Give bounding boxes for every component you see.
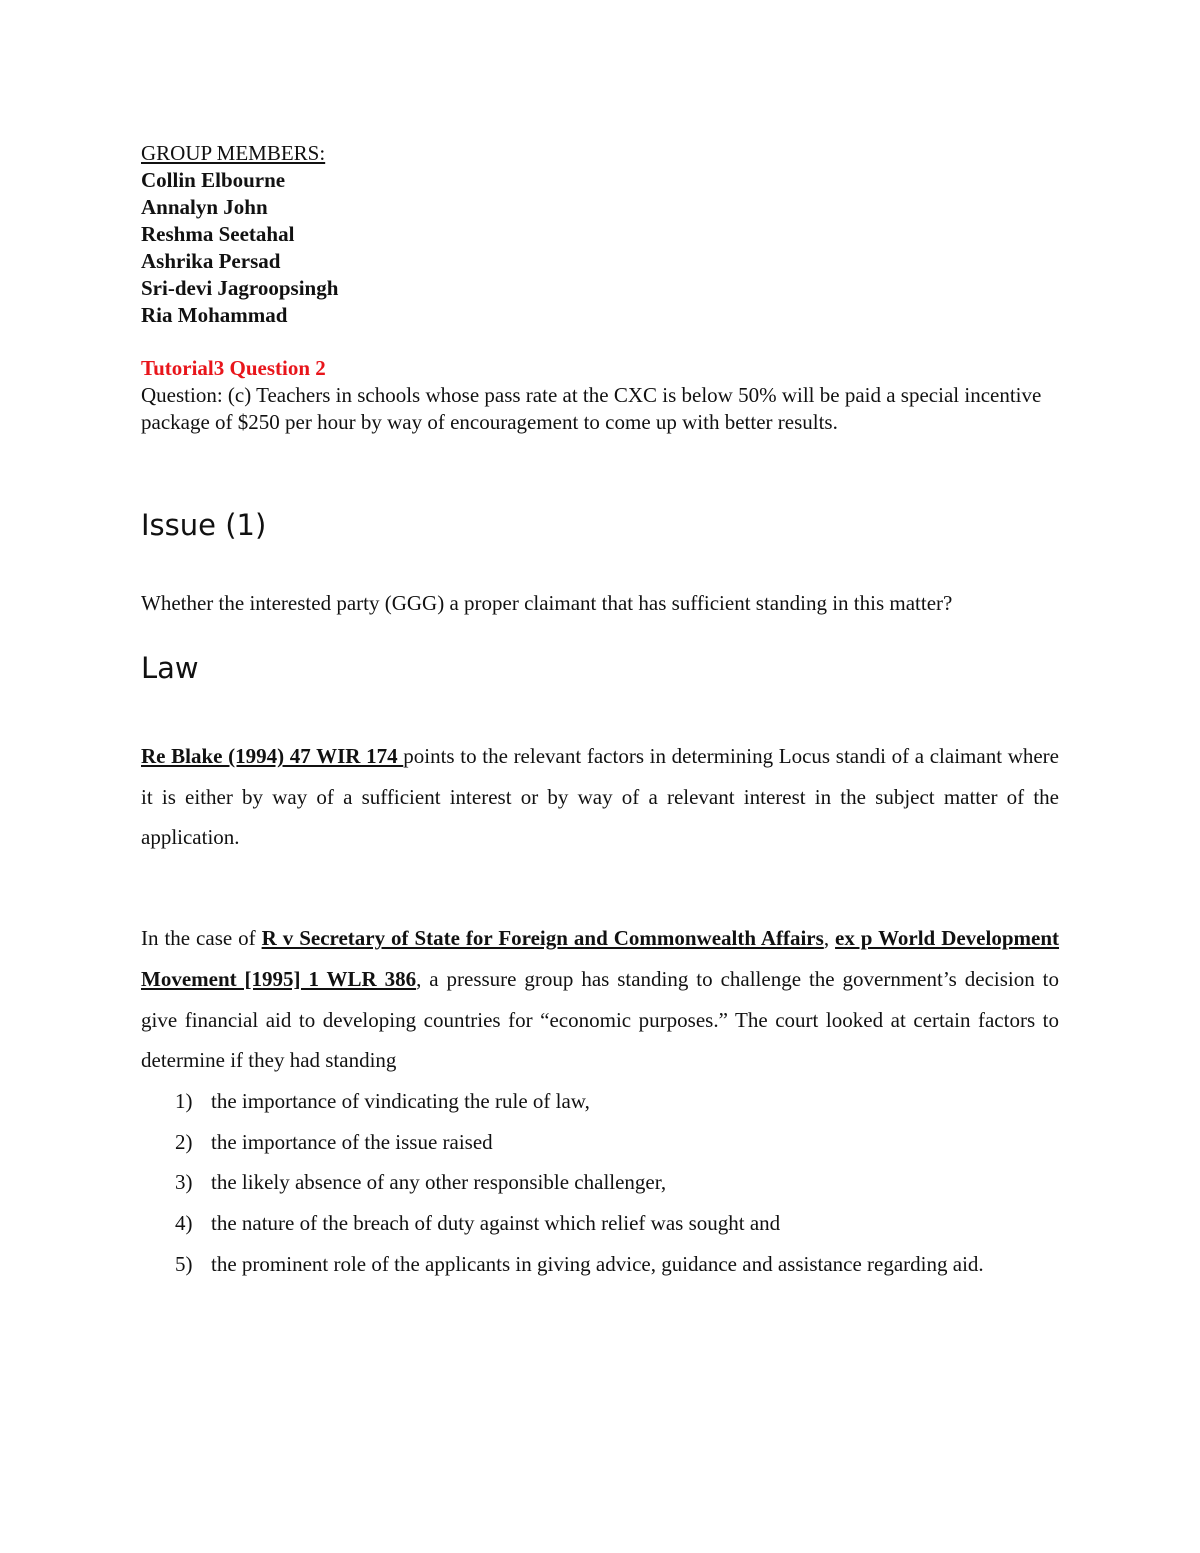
law-paragraph-1 bbox=[141, 736, 1059, 858]
list-item bbox=[141, 1162, 1059, 1203]
list-item-text: the prominent role of the applicants in giving advice, guidance and assistance regarding aid. bbox=[211, 1251, 984, 1276]
paragraph-intro: In the case of bbox=[141, 926, 262, 951]
list-item bbox=[141, 1122, 1059, 1163]
question-text: Question: (c) Teachers in schools whose pass rate at the CXC is below 50% will be paid a special incentive package of $250 per hour by way of encouragement to come up with better results. bbox=[141, 383, 1042, 434]
list-item-text: the likely absence of any other responsible challenger, bbox=[211, 1170, 667, 1195]
list-number: 3) bbox=[175, 1170, 193, 1195]
group-member: Annalyn John bbox=[141, 195, 268, 219]
case-citation: R v Secretary of State for Foreign and Commonwealth Affairs bbox=[261, 926, 824, 951]
group-member: Ria Mohammad bbox=[141, 303, 288, 327]
list-item-text: the nature of the breach of duty against which relief was sought and bbox=[211, 1211, 781, 1236]
group-members-heading: GROUP MEMBERS: bbox=[141, 141, 326, 165]
paragraph-text: , a pressure group has standing to challenge the government’s decision to give financial aid to developing countries for “economic purposes.” The court looked at certain factors to determine if they had standing bbox=[141, 966, 1059, 1073]
list-item bbox=[141, 1203, 1059, 1244]
list-item-text: the importance of vindicating the rule of law, bbox=[211, 1088, 590, 1113]
group-member: Reshma Seetahal bbox=[141, 222, 295, 246]
group-member: Ashrika Persad bbox=[141, 249, 281, 273]
issue-heading: Issue (1) bbox=[141, 508, 267, 542]
list-item bbox=[141, 1244, 1059, 1285]
list-number: 4) bbox=[175, 1211, 193, 1236]
factors-list bbox=[141, 1081, 1059, 1285]
group-member: Sri-devi Jagroopsingh bbox=[141, 276, 339, 300]
tutorial-title: Tutorial3 Question 2 bbox=[141, 356, 326, 380]
list-item bbox=[141, 1081, 1059, 1122]
citation-separator: , bbox=[823, 926, 836, 951]
paragraph-text: points to the relevant factors in determining Locus standi of a claimant where it is either by way of a sufficient interest or by way of a relevant interest in the subject matter of the application. bbox=[141, 744, 1059, 850]
list-number: 2) bbox=[175, 1129, 193, 1154]
list-number: 1) bbox=[175, 1088, 193, 1113]
case-citation: Re Blake (1994) 47 WIR 174 bbox=[141, 744, 404, 768]
group-member: Collin Elbourne bbox=[141, 168, 286, 192]
law-heading: Law bbox=[141, 651, 199, 685]
issue-text: Whether the interested party (GGG) a proper claimant that has sufficient standing in this matter? bbox=[141, 591, 953, 615]
document-page bbox=[141, 140, 1059, 1284]
law-paragraph-2 bbox=[141, 918, 1059, 1081]
list-item-text: the importance of the issue raised bbox=[211, 1129, 493, 1154]
list-number: 5) bbox=[175, 1251, 193, 1276]
case-citation: ex p World Development Movement [1995] 1 WLR 386 bbox=[141, 926, 1060, 991]
